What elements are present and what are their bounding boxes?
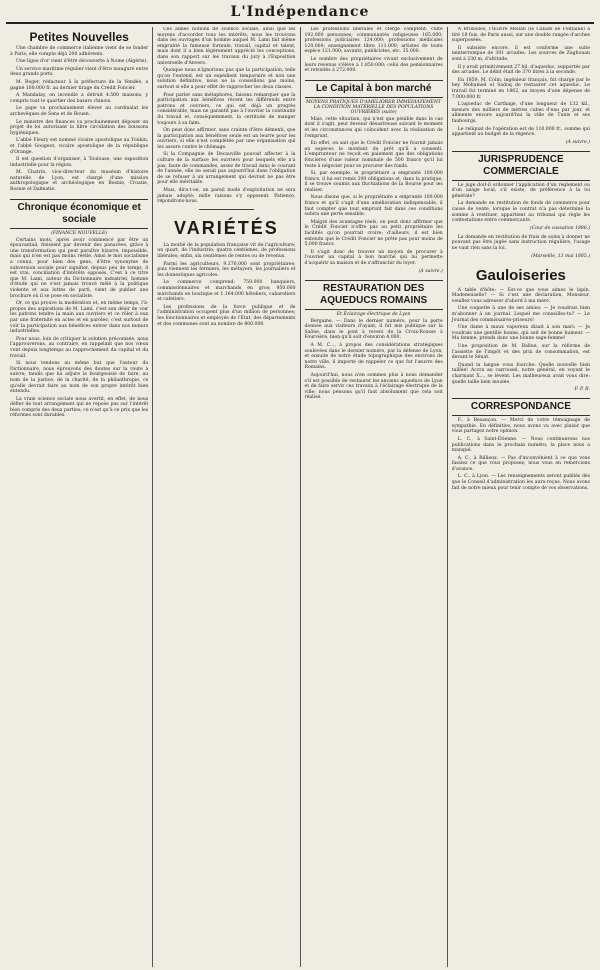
capital-heading: Le Capital à bon marché <box>305 80 443 98</box>
paragraph: Le nombre des propriétaires vivant exclusivement de leurs revenus s'élève à 1.850.000; celui des pensionnaires et retraités à 272.000. <box>304 56 443 74</box>
paragraph: Le ministre des finances va prochainement déposer un projet de loi autorisant la libre circulation des boissons hygiéniques. <box>10 119 149 136</box>
paragraph: Or, ce qui prouve la modération et, en même temps, l'à-propos des aspirations de M. Lami, c'est son désir de voir les patrons tendre la main aux ouvriers et ce rôler à eux par une fraternité en actes et en paroles; c'est surtout de voir la participation aux bénéfices entrer dans nos mœurs industrielles. <box>10 301 149 335</box>
paragraph: Mais, cette situation, qui n'est que pénible dans le cas dont il s'agit, peut devenir désastreuse suivant le moment et les circonstances qui coïncident avec la réalisation de l'emprunt. <box>304 116 443 139</box>
petites-nouvelles-heading: Petites Nouvelles <box>29 30 129 44</box>
aqueducs-subheading: Et Éclairage électrique de Lyon <box>336 311 411 317</box>
paragraph: Une coquette à une de ses amies: — Je voudrais bien m'abonner à un journal. Lequel me conseilles-tu? — Le Journal des commissaires-priseurs! <box>451 306 590 323</box>
paragraph: Nous disons que, si le propriétaire a emprunté 100.000 francs et qu'il s'agit d'une amélioration indispensable, il faut compter que tout emprunt fait dans ces conditions subira une perte sensible. <box>304 195 443 218</box>
column-1 <box>6 27 153 967</box>
paragraph: Bergame. — Dans le dernier numéro, pour la perte donnée aux visiteurs d'ayant, il fut mis publique sur la Saône, dans le pont à revers de la Croix-Rousse à Fourvière, bien qu'il soit d'environ 4.000. <box>304 318 443 341</box>
paragraph: Le reliquat de l'opération est de 110.000 fr., somme qui appartient au budget de la régence. <box>451 126 590 138</box>
paragraph: Une dame à maux vaporeux disait à son mari: — Je voudrais une gentille bonne, qui soit de bonne humeur. — Ma femme, prends donc une bonne sage-femme! <box>451 325 590 342</box>
paragraph: Le pape va prochainement élever au cardinalat les archevêques de Sens et de Rouen. <box>10 106 149 117</box>
paragraph: Il s'agit donc de trouver un moyen de procurer à l'ouvrier un capital à bon marché qui lui permette d'acquérir sa maison et de s'affranchir du loyer. <box>304 249 443 266</box>
paragraph: Il est question d'organiser, à Toulouse, une exposition industrielle pour la région. <box>10 157 149 168</box>
paragraph: Quoique nous n'ignorions pas que la participation, telle qu'on l'entend, est un expédient temporaire et non une solution définitive, nous ne la conseillons pas moins, surtout si elle a pour effet de rapprocher les deux classes. <box>157 68 296 90</box>
columns <box>6 27 594 967</box>
capital-subheading: MOYENS PRATIQUES D'AMÉLIORER IMMÉDIATEMENT LA CONDITION MATÉRIELLE DES POPULATIONS OUVRIÈRES (suite) <box>306 99 442 115</box>
paragraph: A M. C..., à propos des considérations stratégiques soulevées dans le dernier numéro, par la défense de Lyon, et ensuite de notre étude topographique des environs de notre ville, il importe de rappeler ce que fut l'œuvre des Romains. <box>304 342 443 371</box>
paragraph: Le juge doit-il ordonner l'application d'un règlement ou d'un usage local, s'il existe, de préférence à la loi générale? <box>451 182 590 199</box>
paragraph: A table d'hôte: — Est-ce que vous aimez le lapin, Mademoiselle? — Si c'est une déclaration, Monsieur, veuillez vous adresser d'abord à ma mère. <box>451 287 590 304</box>
paragraph: Un service maritime régulier vient d'être inauguré entre deux grands ports. <box>10 66 149 78</box>
paragraph: Une chambre de commerce italienne vient de se fonder à Paris; elle compte déjà 200 adhérents. <box>10 46 149 57</box>
paragraph: Certains mots, après avoir commencé par être un épouvantail, finissent par devenir des panacées, grâce à une transformation qui peut paraître bizarre, impossible, mais qui n'en est pas moins réelle. Ainsi le mot socialisme a connu, pour bien des gens, d'être synonyme de subversion sociale pour signifier, depuis peu de temps, il est vrai, conciliation d'intérêts opposés. C'est à ce titre que M. Lami, auteur du Dictionnaire industriel, homme d'étude qui ne s'est jamais trouvé mêlé à la politique violente et aux luttes de parti, vient de publier une brochure où il se pose en socialiste. <box>10 237 149 299</box>
paragraph: La vraie science sociale nous avertit, en effet, de nous défier de tout arrangement qui ne repose pas sur l'intérêt bien compris des deux parties; ce n'est qu'à ce prix que les réformes sont durables. <box>10 396 149 419</box>
paragraph: L'aqueduc de Carthage, d'une longueur de 132 kil., mesure des milliers de mètres cubes d'eau par jour, et alimente encore aujourd'hui la ville de Tunis et ses faubourgs. <box>451 102 590 124</box>
paragraph: A Bruxelles, l'Œuvre Meilan (le Calade de Fontaine) a tiré 18 fois, de Paris aussi, sur une double rangée d'arches superposées. <box>451 27 590 44</box>
to-be-continued: (A suivre.) <box>418 268 443 274</box>
paragraph: Aujourd'hui, nous n'en sommes plus à nous demander s'il est possible de restaurer les anciens aqueducs de Lyon et de faire servir ces travaux à l'éclairage électrique de la ville; nous pensons qu'il faut absolument que cela soit réalisé. <box>304 372 443 401</box>
paragraph: M. Roger, rédacteur à la préfecture de la Vendée, a gagné 100.000 fr. au dernier tirage du Crédit Foncier. <box>10 79 149 91</box>
paragraph: Si la Compagnie de Decauville pouvait affecter à la culture de la surface les ouvriers pour lesquels elle n'a pas, faute de commandes, assez de travail dans le courant de l'année, elle ne serait pas aujourd'hui dans l'obligation de se refuser à un arrangement qui devrait ne pas être pour elle inévitable. <box>157 152 296 186</box>
paragraph: La demande en restitution de fonds de commerce pour cause de vente, lorsque le contrat n'a pas déterminé la somme à restituer, appartient au tribunal qui règle les contestations entre commerçants. <box>451 201 590 224</box>
paragraph: Mais, dira-t-on, un pareil mode d'exploitation ne sera jamais adopté; mille raisons s'y opposent. Patience, répondrons-nous. <box>157 188 296 205</box>
column-2 <box>153 27 300 967</box>
paragraph: Pour parler sans métaphores, faisons remarquer que la participation aux bénéfices récent les différends entre patrons et ouvriers, ce qui est déjà un progrès considérable, mais ne garantit pas à l'ouvrier la continuité du travail et, conséquemment, la certitude de manger toujours à sa faim. <box>157 92 296 126</box>
column-3 <box>301 27 448 967</box>
paragraph: Malgré des avantages réels, on peut donc affirmer que le Crédit Foncier n'offre pas au petit propriétaire les facilités qu'on pourrait croire; d'ailleurs, il est bien entendu que le Crédit Foncier ne prête pas pour moins de 5.000 francs. <box>304 219 443 248</box>
paragraph: Si nous tendons au même but que l'auteur du Dictionnaire, nous éprouvons des doutes sur la route à suivre; tandis que lui adjure la bourgeoisie de faire, au nom de la justice, de la charité, de la philanthropie, ce qu'elle devrait faire au nom de son propre intérêt bien entendu. <box>10 361 149 395</box>
paragraph: La moitié de la population française vit de l'agriculture; un quart, de l'industrie; quatre centièmes, de professions libérales; enfin, six centièmes de rentes ou de revenus. <box>157 242 296 259</box>
paragraph: F., à Besançon. — Merci de votre témoignage de sympathie. En définitive, nous avons vu avec plaisir que vous partagez notre opinion. <box>451 418 590 435</box>
chronique-heading: Chronique économique et sociale <box>10 199 148 229</box>
gauloiseries-heading: Gauloiseries <box>475 266 566 284</box>
paragraph: A Mandalay, on incendie a détruit 4.500 maisons, y compris tout le quartier des bazars chinois. <box>10 93 149 104</box>
paragraph: M. Chatrin, vice-directeur du muséum d'histoire naturelle de Lyon, est chargé d'une mission anthropologique et archéologique en Bosnie, Croatie, Bosnie et Dalmatie. <box>10 170 149 193</box>
paragraph: Pour nous, loin de critiquer la solution préconisée, nous l'approuverons, au contraire, en rappelant que nos vœux vont depuis longtemps au rapprochement du capital et du travail. <box>10 336 149 359</box>
jurisprudence-heading: JURISPRUDENCE COMMERCIALE <box>452 151 590 181</box>
paragraph: Parmi les agriculteurs, 9.370.000 sont propriétaires; puis viennent les fermiers, les métayers, les journaliers et les domestiques agricoles. <box>157 261 296 278</box>
paragraph: Il y avait primitivement 27 kil. d'aqueduc, supportés par des arcades. Le débit était de 370 litres à la seconde. <box>451 64 590 76</box>
signature: F. P. R. <box>574 387 590 393</box>
paragraph: Le commerce comprend: 750.000 banquiers, commissionnaires et marchands en gros; 950.000 marchands en boutique et 1.164.000 hôteliers, cabaretiers et cafetiers. <box>157 280 296 303</box>
paragraph: L'abbé Fleury est nommé vicaire apostolique au Tonkin, et l'abbé Gougeot, vicaire apostolique de la république d'Orange. <box>10 138 149 155</box>
paragraph: Les professions de la force publique et de l'administration occupent plus d'un million de personnes; les fonctionnaires et employés de l'État, des départements et des communes sont au nombre de 800.000. <box>157 304 296 327</box>
paragraph: En 1859, M. Colin, ingénieur français, fut chargé par le bey Mohamed el Sadoq de restaurer cet aqueduc. Le travail fut terminé en 1862, au moyen d'une dépense de 7.000.000 fr. <box>451 77 590 100</box>
chronique-subheading: (FINANCE NOUVELLE) <box>51 230 108 236</box>
section-divider <box>199 209 254 210</box>
citation: (Marseille, 13 mai 1885.) <box>531 253 590 259</box>
paragraph: Une ligue d'or vient d'être découverte à Nome (Algérie). <box>16 59 148 65</box>
masthead-rule <box>6 22 594 24</box>
paragraph: Quand la langue vous fourche: Quelle nouvelle bien taillée! Accra au carrousel, notre général, en voyant le charmant X..., se lèvent. Les malheureux avait vous dire: quelle taille bien moulée. <box>451 362 590 385</box>
paragraph: L. C., à Saint-Étienne. — Nous continuerons nos publications dans le prochain numéro; la place nous a manqué. <box>451 436 590 454</box>
paragraph: Les professions libérales et clergé comptent: culte 192.000 personnes; communautés religieuses 165.000; professions judiciaires 124.000; professions médicales 120.000; enseignement libre 111.000; artistes de toute espèce 121.000; savants, publicistes, etc. 35.000. <box>304 27 443 55</box>
to-be-continued: (A suivre.) <box>565 139 590 145</box>
column-4 <box>448 27 594 967</box>
masthead: L'Indépendance <box>230 4 370 20</box>
paragraph: Ces aimes notions de science sociale, ainsi que les moyens d'accorder tous les intérêts, nous les trouvons dans les ouvrages d'un homme auquel M. Lami fait même emprunté la fameuse formule, travail, capital et talent, mais dont il a bien légèrement apprécié les conceptions, dans son rapport sur les travaux du jury à l'Exposition universelle d'Anvers. <box>157 27 296 66</box>
paragraph: L. C., à Lyon. — Les renseignements seront publiés dès que le Conseil d'administration les aura reçus. Nous avons fait de notre mieux pour tenir compte de vos observations. <box>451 474 590 491</box>
paragraph: A. C., à Rillieux. — Pas d'inconvénient à ce que vous fassiez ce que vous proposez; nous vous en remercions d'avance. <box>451 455 590 472</box>
varietes-heading: VARIÉTÉS <box>174 217 279 238</box>
paragraph: Si, par exemple, le propriétaire a emprunté 100.000 francs, il lui est remis 200 obligations et, dans la pratique, il se trouve soumis aux fluctuations de la Bourse pour les réaliser. <box>304 171 443 193</box>
citation: (Cour de cassation 1886.) <box>529 225 590 231</box>
paragraph: On peut donc affirmer, sans crainte d'être démenti, que la participation aux bénéfices seule est un leurre pour les ouvriers, si elle n'est complétée par une organisation qui les assure contre le chômage. <box>157 128 296 150</box>
paragraph: Il subsiste encore, il est conforme une suite ininterrompue de 301 arcades. Les sources de Zaghouan sont à 230 m. d'altitude. <box>451 45 590 62</box>
correspondance-heading: CORRESPONDANCE <box>452 398 590 416</box>
paragraph: En effet, on sait que le Crédit Foncier ne fournit jamais en espèces le montant du prêt qu'il a consenti. L'emprunteur ne reçoit en paiement que des obligations foncières d'une valeur nominale de 500 francs qu'il lui reste à négocier pour se procurer des fonds. <box>304 141 443 169</box>
paragraph: Une proposition de M. Ballue, sur la réforme de l'assiette de l'impôt et des prix de consommation, est devant le Sénat. <box>451 343 590 361</box>
aqueducs-heading: RESTAURATION DES AQUEDUCS ROMAINS <box>305 280 443 310</box>
paragraph: La demande en restitution de frais de soins à donner ne pouvant pas être jugée sans instruction régulière, l'usage ne vaut rien sans la loi. <box>451 234 590 252</box>
